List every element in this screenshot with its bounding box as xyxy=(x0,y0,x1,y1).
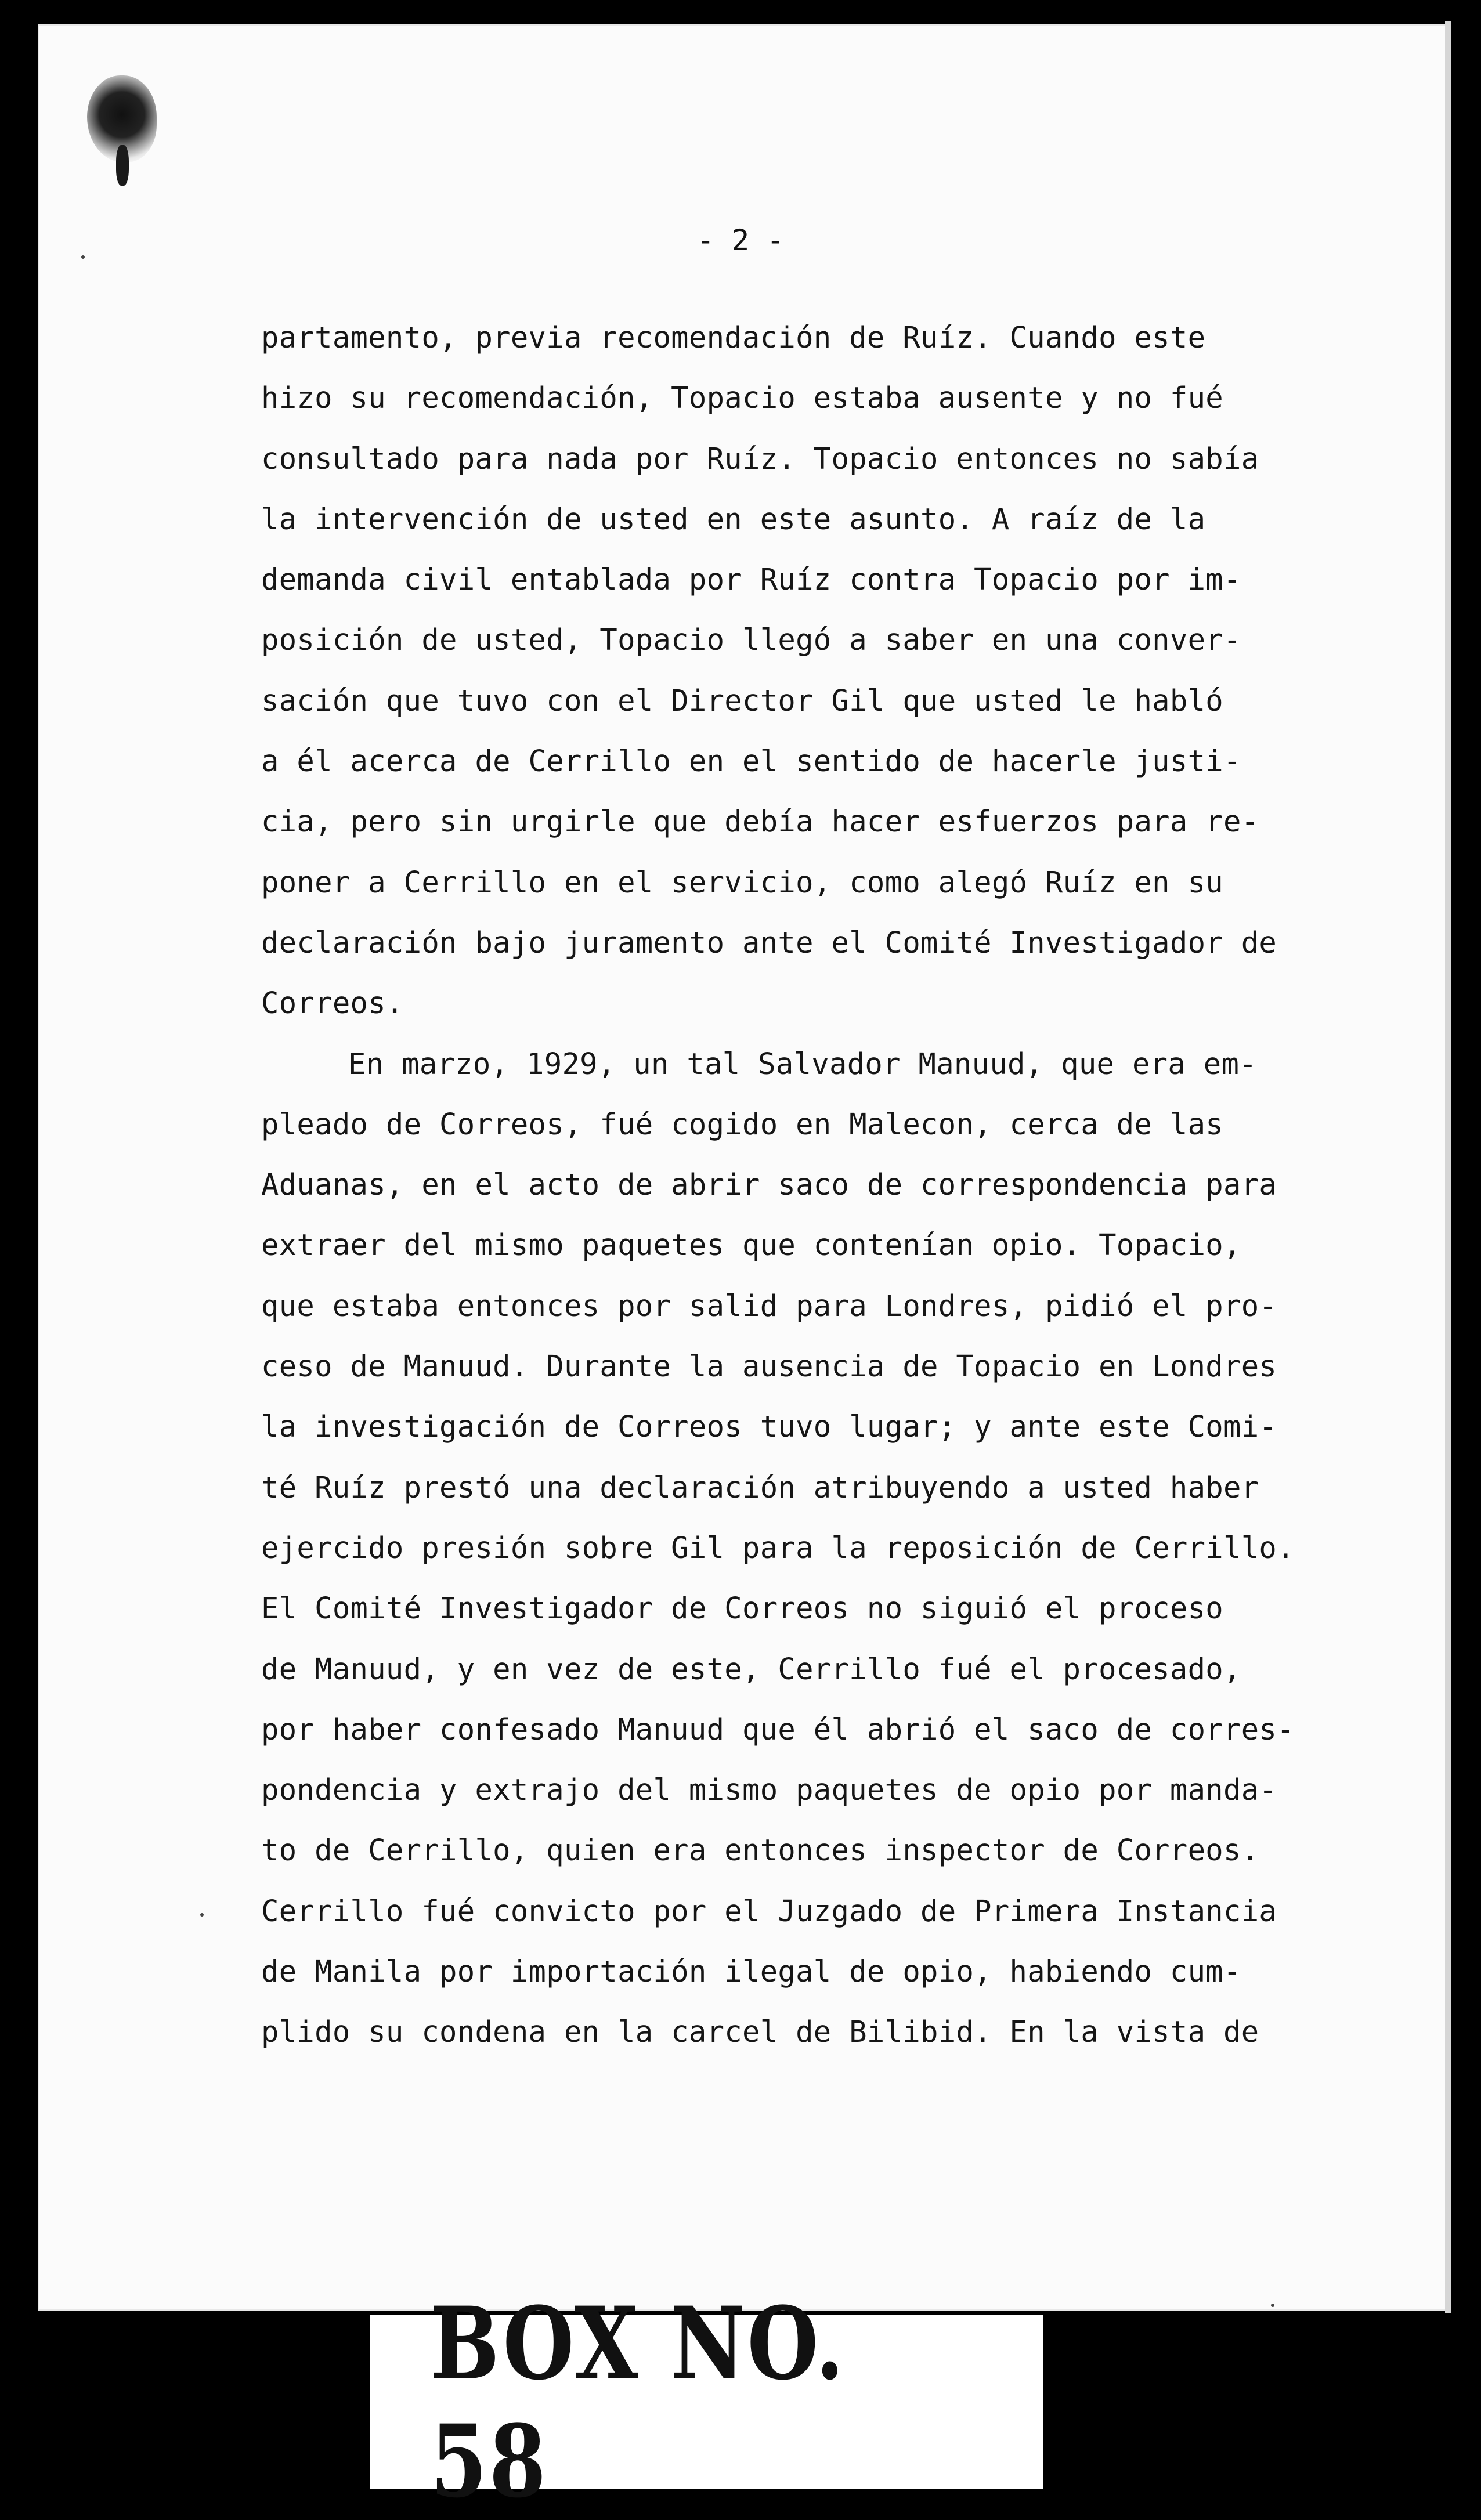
text-line: demanda civil entablada por Ruíz contra Topacio por im- xyxy=(261,562,1241,597)
text-line: hizo su recomendación, Topacio estaba ausente y no fué xyxy=(261,381,1223,415)
archive-box-label xyxy=(370,2284,1043,2520)
text-line: plido su condena en la carcel de Bilibid. En la vista de xyxy=(261,2015,1259,2049)
text-line: a él acerca de Cerrillo en el sentido de hacerle justi- xyxy=(261,744,1241,779)
box-number-text: BOX NO. 58 xyxy=(430,2284,846,2520)
text-line: En marzo, 1929, un tal Salvador Manuud, que era em- xyxy=(348,1046,1257,1081)
text-line: té Ruíz prestó una declaración atribuyendo a usted haber xyxy=(261,1470,1259,1505)
text-line: sación que tuvo con el Director Gil que usted le habló xyxy=(261,683,1223,718)
text-line: pleado de Correos, fué cogido en Malecon, cerca de las xyxy=(261,1107,1223,1141)
text-line: que estaba entonces por salid para Londres, pidió el pro- xyxy=(261,1288,1277,1323)
text-line: de Manila por importación ilegal de opio, habiendo cum- xyxy=(261,1954,1241,1989)
text-line: posición de usted, Topacio llegó a saber en una conver- xyxy=(261,623,1241,657)
ink-drip xyxy=(116,145,129,186)
text-line: El Comité Investigador de Correos no siguió el proceso xyxy=(261,1591,1223,1626)
text-line: ejercido presión sobre Gil para la reposición de Cerrillo. xyxy=(261,1530,1295,1565)
text-line: cia, pero sin urgirle que debía hacer esfuerzos para re- xyxy=(261,804,1259,839)
text-line: to de Cerrillo, quien era entonces inspector de Correos. xyxy=(261,1833,1259,1868)
text-line: de Manuud, y en vez de este, Cerrillo fué el procesado, xyxy=(261,1651,1241,1686)
page-edge xyxy=(1445,21,1451,2313)
text-line: la investigación de Correos tuvo lugar; y ante este Comi- xyxy=(261,1409,1277,1444)
text-line: la intervención de usted en este asunto. A raíz de la xyxy=(261,501,1206,536)
text-line: ceso de Manuud. Durante la ausencia de Topacio en Londres xyxy=(261,1349,1277,1384)
speck xyxy=(200,1913,204,1917)
page-number: - 2 - xyxy=(696,223,785,257)
text-line: pondencia y extrajo del mismo paquetes de opio por manda- xyxy=(261,1773,1277,1807)
speck xyxy=(1271,2304,1274,2307)
text-line: Cerrillo fué convicto por el Juzgado de Primera Instancia xyxy=(261,1893,1277,1928)
text-line: Aduanas, en el acto de abrir saco de correspondencia para xyxy=(261,1167,1277,1202)
text-line: partamento, previa recomendación de Ruíz. Cuando este xyxy=(261,320,1206,355)
text-line: Correos. xyxy=(261,986,404,1021)
text-line: por haber confesado Manuud que él abrió el saco de corres- xyxy=(261,1712,1295,1747)
text-line: consultado para nada por Ruíz. Topacio entonces no sabía xyxy=(261,441,1259,476)
text-line: poner a Cerrillo en el servicio, como alegó Ruíz en su xyxy=(261,865,1223,899)
text-line: extraer del mismo paquetes que contenían opio. Topacio, xyxy=(261,1228,1241,1263)
text-line: declaración bajo juramento ante el Comité Investigador de xyxy=(261,925,1277,960)
typed-letter-body xyxy=(261,308,1295,2063)
